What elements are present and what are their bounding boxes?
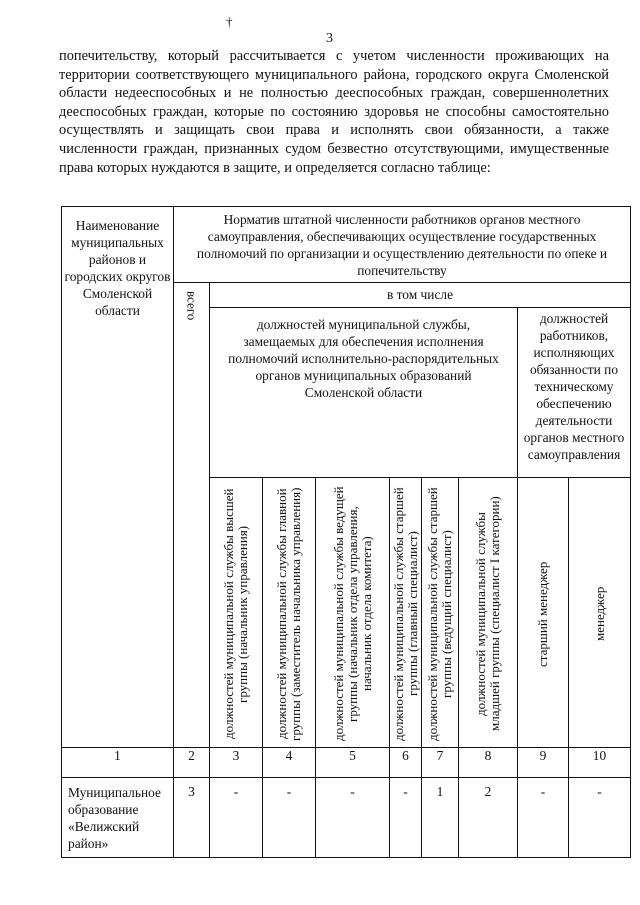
column-number: 7 xyxy=(422,748,459,778)
header-row-1 xyxy=(62,207,631,283)
table-cell: 2 xyxy=(459,778,518,858)
municipal-service-header: должностей муниципальной службы, замещаемых для обеспечения исполнения полномочий исполнительно-распорядительных органов муниципальных образований Смоленской области xyxy=(210,308,518,478)
position-header-10 xyxy=(569,478,631,748)
total-header xyxy=(174,283,210,748)
column-number: 2 xyxy=(174,748,210,778)
total-header-text: всего xyxy=(184,291,200,321)
technical-header: должностей работников, исполняющих обязанности по техническому обеспечению деятельности органов местного самоуправления xyxy=(518,308,631,478)
column-number: 8 xyxy=(459,748,518,778)
table-cell: 1 xyxy=(422,778,459,858)
column-number: 4 xyxy=(263,748,316,778)
table-cell: - xyxy=(569,778,631,858)
page-number: 3 xyxy=(326,31,333,46)
top-mark: † xyxy=(226,14,233,29)
table-cell: - xyxy=(263,778,316,858)
position-header-3-text: должностей муниципальной службы высшей группы (начальник управления) xyxy=(221,488,250,740)
column-number: 3 xyxy=(210,748,263,778)
position-header-5 xyxy=(316,478,390,748)
table-cell: 3 xyxy=(174,778,210,858)
position-header-8-text: должностей муниципальной службы младшей группы (специалист I категории) xyxy=(473,496,502,732)
including-header: в том числе xyxy=(210,283,631,308)
column-number-row xyxy=(62,748,631,778)
table-cell: - xyxy=(316,778,390,858)
table-row xyxy=(62,778,631,858)
position-header-6 xyxy=(390,478,422,748)
column-number: 5 xyxy=(316,748,390,778)
position-header-4 xyxy=(263,478,316,748)
position-header-3 xyxy=(210,478,263,748)
column-number: 10 xyxy=(569,748,631,778)
table-cell: - xyxy=(518,778,569,858)
column-number: 1 xyxy=(62,748,174,778)
position-header-7-text: должностей муниципальной службы старшей группы (ведущий специалист) xyxy=(425,487,454,741)
position-header-9 xyxy=(518,478,569,748)
table-cell: - xyxy=(390,778,422,858)
row-name: Муниципальное образование «Велижский район» xyxy=(62,778,174,858)
position-header-6-text: должностей муниципальной службы старшей группы (главный специалист) xyxy=(390,487,420,741)
position-header-4-text: должностей муниципальной службы главной группы (заместитель начальника управления) xyxy=(274,487,303,741)
norm-table xyxy=(61,206,631,858)
position-header-8 xyxy=(459,478,518,748)
column-number: 6 xyxy=(390,748,422,778)
column-number: 9 xyxy=(518,748,569,778)
position-header-7 xyxy=(422,478,459,748)
main-header: Норматив штатной численности работников органов местного самоуправления, обеспечивающих осуществление государственных полномочий по организации и осуществлению деятельности по опеке и попечительству xyxy=(174,207,631,283)
position-header-5-text: должностей муниципальной службы ведущей группы (начальник отдела управления, начальник отдела комитета) xyxy=(330,486,374,742)
position-header-9-text: старший менеджер xyxy=(535,561,550,667)
col1-header: Наименование муниципальных районов и городских округов Смоленской области xyxy=(62,207,174,748)
position-header-10-text: менеджер xyxy=(591,586,607,642)
body-paragraph: попечительству, который рассчитывается с учетом численности проживающих на территории соответствующего муниципального района, городского округа Смоленской области недееспособных и не полностью дееспособных граждан, совершеннолетних дееспособных граждан, которые по состоянию здоровья не способны самостоятельно осуществлять и защищать свои права и исполнять свои обязанности, а также численности граждан, признанных судом безвестно отсутствующими, имущественные права которых нуждаются в защите, и определяется согласно таблице: xyxy=(59,48,609,176)
table-cell: - xyxy=(210,778,263,858)
